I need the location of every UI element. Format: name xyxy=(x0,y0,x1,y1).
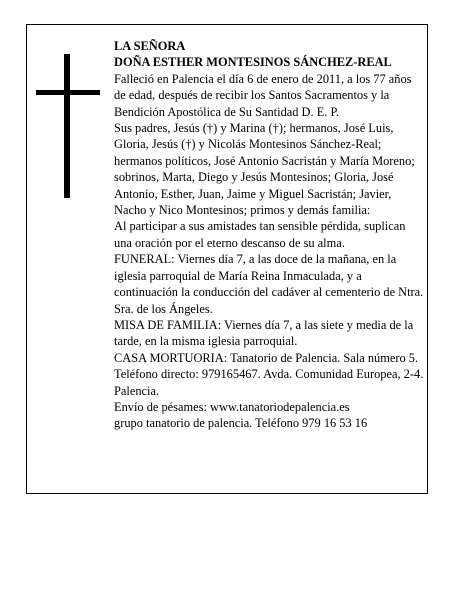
obituary-title: LA SEÑORA xyxy=(114,39,186,53)
death-details: Falleció en Palencia el día 6 de enero de 2011, a los 77 años de edad, después de recibir los Santos Sacramentos y la Bendición Apostólica de Su Santidad D. E. P. xyxy=(114,71,412,119)
request-prayer: Al participar a sus amistades tan sensible pérdida, suplican una oración por el eterno descanso de su alma. xyxy=(114,219,406,250)
funeral-info: FUNERAL: Viernes día 7, a las doce de la mañana, en la iglesia parroquial de María Reina Inmaculada, y a continuación la conducción del cadáver al cementerio de Ntra. Sra. de los Ángeles. xyxy=(114,252,424,316)
funeral-home-info: CASA MORTUORIA: Tanatorio de Palencia. Sala número 5. Teléfono directo: 979165467. Avda. Comunidad Europea, 2-4. Palencia. xyxy=(114,350,424,398)
obituary-text xyxy=(114,38,424,432)
cross-icon xyxy=(36,54,100,198)
deceased-name: DOÑA ESTHER MONTESINOS SÁNCHEZ-REAL xyxy=(114,55,392,70)
condolences-website: Envío de pésames: www.tanatoriodepalencia.es xyxy=(114,399,350,414)
funeral-home-phone: grupo tanatorio de palencia. Teléfono 979 16 53 16 xyxy=(114,416,368,431)
cross-horizontal-bar xyxy=(36,90,100,95)
family-mass-info: MISA DE FAMILIA: Viernes día 7, a las siete y media de la tarde, en la misma iglesia parroquial. xyxy=(114,317,414,349)
cross-vertical-bar xyxy=(64,54,70,198)
family-list: Sus padres, Jesús (†) y Marina (†); hermanos, José Luis, Gloria, Jesús (†) y Nicolás Montesinos Sánchez-Real; hermanos políticos, José Antonio Sacristán y María Moreno; sobrinos, Marta, Diego y Jesús Montesinos; Gloria, José Antonio, Esther, Juan, Jaime y Miguel Sacristán; Javier, Nacho y Nico Montesinos; primos y demás familia: xyxy=(114,121,415,218)
